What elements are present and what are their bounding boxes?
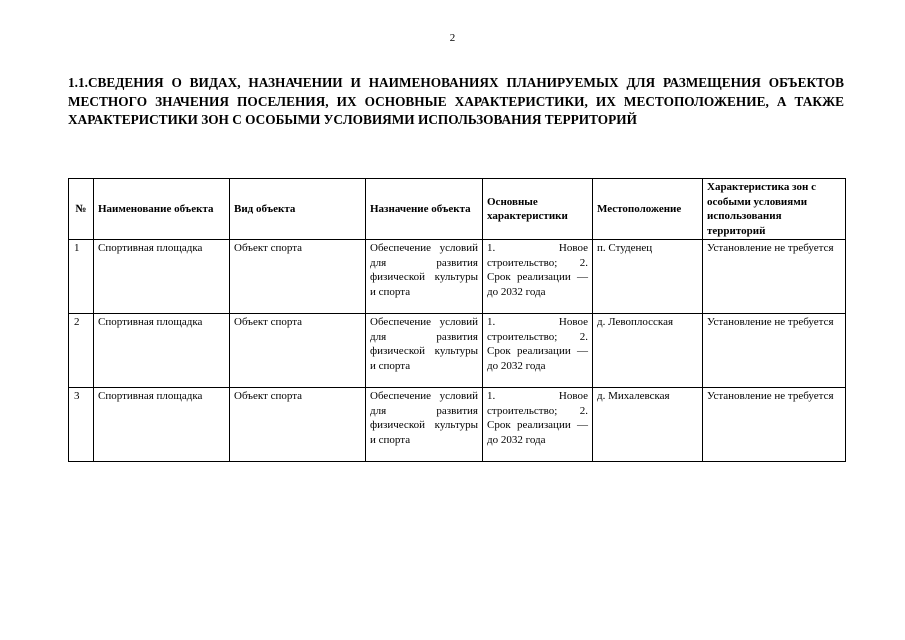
cell-location: д. Михалевская [593,388,703,462]
cell-name: Спортивная площадка [94,314,230,388]
header-purpose: Назначение объекта [366,179,483,240]
table-row [69,240,846,314]
table-row [69,314,846,388]
header-name: Наименование объекта [94,179,230,240]
header-location: Местоположение [593,179,703,240]
cell-zones: Установление не требуется [703,314,846,388]
header-characteristics: Основные характеристики [483,179,593,240]
table-header-row [69,179,846,240]
cell-type: Объект спорта [230,240,366,314]
section-title: 1.1.СВЕДЕНИЯ О ВИДАХ, НАЗНАЧЕНИИ И НАИМЕНОВАНИЯХ ПЛАНИРУЕМЫХ ДЛЯ РАЗМЕЩЕНИЯ ОБЪЕКТОВ МЕСТНОГО ЗНАЧЕНИЯ ПОСЕЛЕНИЯ, ИХ ОСНОВНЫЕ ХАРАКТЕРИСТИКИ, ИХ МЕСТОПОЛОЖЕНИЕ, А ТАКЖЕ ХАРАКТЕРИСТИКИ ЗОН С ОСОБЫМИ УСЛОВИЯМИ ИСПОЛЬЗОВАНИЯ ТЕРРИТОРИЙ [68,75,844,127]
cell-characteristics: 1. Новое строительство; 2. Срок реализации — до 2032 года [483,388,593,462]
cell-zones: Установление не требуется [703,240,846,314]
cell-characteristics: 1. Новое строительство; 2. Срок реализации — до 2032 года [483,240,593,314]
cell-purpose: Обеспечение условий для развития физической культуры и спорта [366,388,483,462]
cell-type: Объект спорта [230,388,366,462]
cell-location: д. Левоплосская [593,314,703,388]
cell-location: п. Студенец [593,240,703,314]
cell-num: 3 [69,388,94,462]
objects-table [68,178,846,462]
cell-zones: Установление не требуется [703,388,846,462]
cell-type: Объект спорта [230,314,366,388]
cell-name: Спортивная площадка [94,240,230,314]
cell-num: 1 [69,240,94,314]
cell-name: Спортивная площадка [94,388,230,462]
cell-num: 2 [69,314,94,388]
cell-purpose: Обеспечение условий для развития физической культуры и спорта [366,240,483,314]
cell-characteristics: 1. Новое строительство; 2. Срок реализации — до 2032 года [483,314,593,388]
table-row [69,388,846,462]
header-zones: Характеристика зон с особыми условиями использования территорий [703,179,846,240]
cell-purpose: Обеспечение условий для развития физической культуры и спорта [366,314,483,388]
header-num: № [69,179,94,240]
page-number: 2 [449,32,456,44]
header-type: Вид объекта [230,179,366,240]
